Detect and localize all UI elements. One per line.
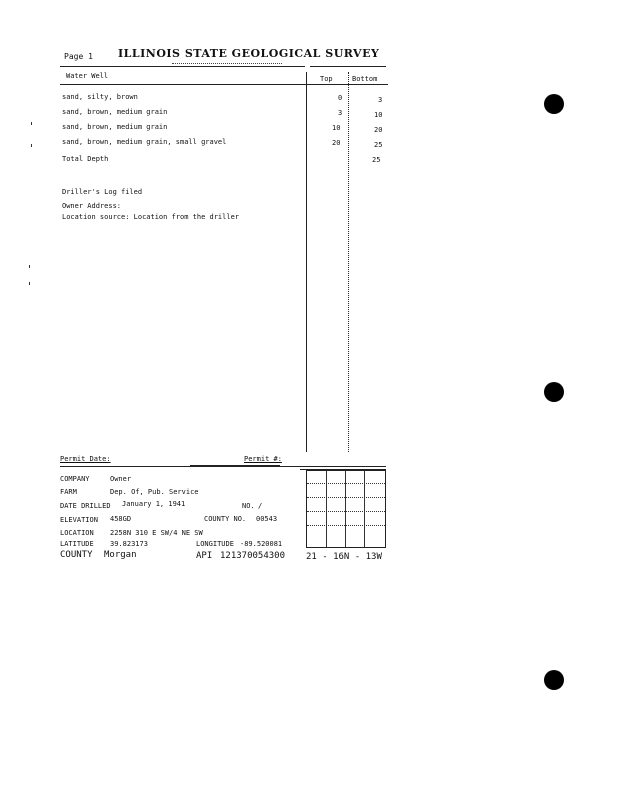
drillers-log: Driller's Log filed [62, 188, 143, 196]
elevation-value: 458GD [110, 515, 132, 523]
elevation-label: ELEVATION [60, 516, 98, 524]
margin-speck [29, 265, 30, 268]
grid-line [307, 497, 385, 498]
header-rule-right [310, 66, 386, 67]
title-underline [172, 63, 282, 64]
header-rule [60, 66, 305, 67]
log-row-3-bottom: 20 [374, 126, 383, 134]
log-row-4-desc: sand, brown, medium grain, small gravel [62, 138, 227, 146]
longitude-value: -89.520081 [240, 540, 283, 548]
log-row-2-desc: sand, brown, medium grain [62, 108, 168, 116]
company-label: COMPANY [60, 475, 90, 483]
log-row-1-bottom: 3 [378, 96, 383, 104]
latitude-label: LATITUDE [60, 540, 94, 548]
longitude-label: LONGITUDE [196, 540, 234, 548]
location-label: LOCATION [60, 529, 94, 537]
log-row-3-top: 10 [332, 124, 341, 132]
company-value: Owner [110, 475, 132, 483]
township-range: 21 - 16N - 13W [306, 552, 382, 562]
log-row-1-top: 0 [338, 94, 343, 102]
col-top-header: Top [320, 75, 333, 83]
owner-address: Owner Address: [62, 202, 122, 210]
api-label: API [196, 551, 213, 561]
bottom-column-divider [348, 72, 349, 452]
total-depth-value: 25 [372, 156, 381, 164]
no-value: / [258, 502, 263, 510]
county-value: Morgan [104, 550, 137, 560]
column-header-rule [60, 84, 388, 85]
farm-label: FARM [60, 488, 77, 496]
date-drilled-label: DATE DRILLED [60, 502, 111, 510]
permit-rule [60, 466, 386, 467]
latitude-value: 39.823173 [110, 540, 148, 548]
grid-line [307, 525, 385, 526]
log-row-1-desc: sand, silty, brown [62, 93, 138, 101]
permit-number-label: Permit #: [244, 455, 282, 463]
record-type: Water Well [66, 72, 109, 80]
log-row-4-top: 20 [332, 139, 341, 147]
farm-value: Dep. Of, Pub. Service [110, 488, 199, 496]
county-no-value: 00543 [256, 515, 278, 523]
permit-date-label: Permit Date: [60, 455, 111, 463]
log-row-4-bottom: 25 [374, 141, 383, 149]
grid-line [307, 511, 385, 512]
date-drilled-value: January 1, 1941 [122, 500, 186, 508]
grid-line [307, 483, 385, 484]
no-label: NO. [242, 502, 255, 510]
location-source: Location source: Location from the driller [62, 213, 240, 221]
total-depth-label: Total Depth [62, 155, 109, 163]
survey-title: ILLINOIS STATE GEOLOGICAL SURVEY [118, 47, 380, 60]
api-value: 121370054300 [220, 551, 286, 561]
location-value: 2258N 310 E SW/4 NE SW [110, 529, 203, 537]
margin-speck [31, 144, 32, 147]
page-label: Page 1 [64, 52, 93, 61]
top-column-divider [306, 72, 307, 452]
punch-hole-middle [544, 382, 564, 402]
punch-hole-top [544, 94, 564, 114]
log-row-3-desc: sand, brown, medium grain [62, 123, 168, 131]
punch-hole-bottom [544, 670, 564, 690]
section-grid [306, 470, 386, 548]
county-label: COUNTY [60, 550, 93, 560]
county-no-label: COUNTY NO. [204, 515, 247, 523]
margin-speck [31, 122, 32, 125]
log-row-2-bottom: 10 [374, 111, 383, 119]
col-bottom-header: Bottom [352, 75, 378, 83]
log-row-2-top: 3 [338, 109, 343, 117]
margin-speck [29, 282, 30, 285]
